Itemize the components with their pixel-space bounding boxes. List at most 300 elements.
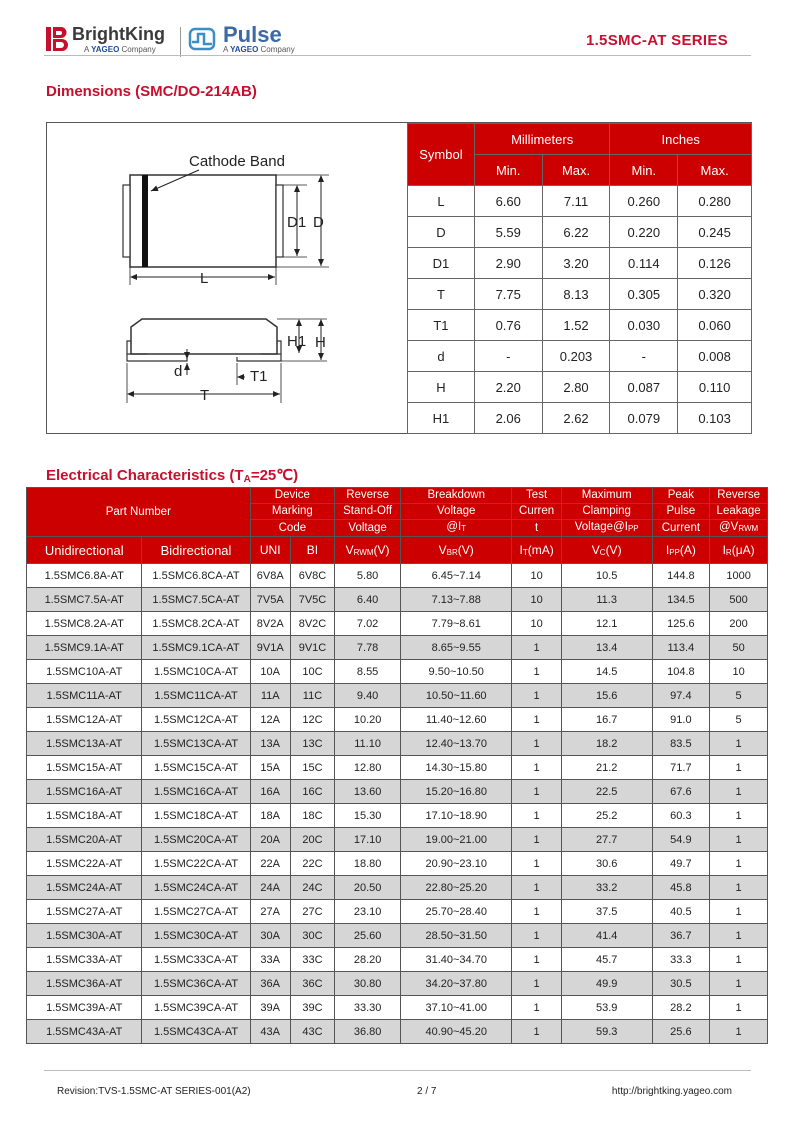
cathode-band <box>142 175 148 267</box>
table-cell: 1 <box>512 1020 561 1044</box>
table-cell: 1.5SMC18A-AT <box>27 804 142 828</box>
table-cell: 1.5SMC27A-AT <box>27 900 142 924</box>
table-cell: 1.5SMC7.5CA-AT <box>142 588 250 612</box>
table-cell: 1.52 <box>542 310 610 341</box>
table-cell: 1.5SMC20CA-AT <box>142 828 250 852</box>
table-cell: 27C <box>290 900 334 924</box>
table-cell: 12.80 <box>335 756 401 780</box>
table-cell: 1 <box>512 684 561 708</box>
table-cell: 13.60 <box>335 780 401 804</box>
table-cell: 83.5 <box>652 732 710 756</box>
table-cell: 12C <box>290 708 334 732</box>
table-cell: 49.7 <box>652 852 710 876</box>
table-cell: 1.5SMC9.1CA-AT <box>142 636 250 660</box>
table-cell: 36A <box>250 972 290 996</box>
table-cell: 22A <box>250 852 290 876</box>
table-cell: 20.50 <box>335 876 401 900</box>
table-cell: 104.8 <box>652 660 710 684</box>
d1-label: D1 <box>287 214 307 231</box>
table-cell: 43C <box>290 1020 334 1044</box>
symbol-header: Symbol <box>408 124 475 186</box>
table-cell: 1 <box>710 780 768 804</box>
table-cell: 10.20 <box>335 708 401 732</box>
table-cell: 1.5SMC13A-AT <box>27 732 142 756</box>
table-row <box>27 948 768 972</box>
table-cell: 7.11 <box>542 186 610 217</box>
right-lead <box>276 185 283 257</box>
package-side-outline <box>131 319 277 354</box>
in-min-header: Min. <box>610 155 678 186</box>
table-cell: 12.40~13.70 <box>401 732 512 756</box>
table-cell: 144.8 <box>652 564 710 588</box>
table-cell: 1 <box>512 900 561 924</box>
table-row <box>27 972 768 996</box>
leakage-header-3: $@V_{RWM}$ <box>710 520 768 537</box>
table-cell: 15.30 <box>335 804 401 828</box>
table-cell: 19.00~21.00 <box>401 828 512 852</box>
test-header-1: Test <box>512 488 561 504</box>
table-row <box>408 310 752 341</box>
table-cell: 16A <box>250 780 290 804</box>
table-cell: 1.5SMC43CA-AT <box>142 1020 250 1044</box>
table-cell: 11A <box>250 684 290 708</box>
table-cell: 1 <box>710 900 768 924</box>
table-row <box>27 828 768 852</box>
in-max-header: Max. <box>678 155 752 186</box>
table-cell: 11.3 <box>561 588 652 612</box>
ipp-header: $I_{PP}(A)$ <box>652 537 710 564</box>
footer-divider <box>44 1070 751 1071</box>
table-cell: 7V5A <box>250 588 290 612</box>
table-cell: 27A <box>250 900 290 924</box>
table-cell: 1 <box>710 948 768 972</box>
table-row <box>408 248 752 279</box>
table-cell: T <box>408 279 475 310</box>
table-cell: 1 <box>512 852 561 876</box>
table-cell: d <box>408 341 475 372</box>
t1-label: T1 <box>250 368 268 385</box>
table-cell: 50 <box>710 636 768 660</box>
table-cell: 17.10~18.90 <box>401 804 512 828</box>
table-cell: 7.02 <box>335 612 401 636</box>
table-cell: 1 <box>512 780 561 804</box>
table-cell: 18C <box>290 804 334 828</box>
table-cell: 14.30~15.80 <box>401 756 512 780</box>
table-cell: 1.5SMC30A-AT <box>27 924 142 948</box>
table-cell: 0.260 <box>610 186 678 217</box>
table-cell: 0.280 <box>678 186 752 217</box>
uni-header: Unidirectional <box>27 537 142 564</box>
table-cell: 18.2 <box>561 732 652 756</box>
table-cell: 2.90 <box>474 248 542 279</box>
table-row <box>408 403 752 434</box>
table-cell: 9V1A <box>250 636 290 660</box>
table-cell: 6.22 <box>542 217 610 248</box>
table-cell: 1 <box>512 972 561 996</box>
table-cell: 1 <box>512 636 561 660</box>
table-row <box>27 996 768 1020</box>
table-cell: 1.5SMC15A-AT <box>27 756 142 780</box>
table-cell: 11.40~12.60 <box>401 708 512 732</box>
table-cell: 11.10 <box>335 732 401 756</box>
table-cell: 31.40~34.70 <box>401 948 512 972</box>
table-row <box>408 186 752 217</box>
table-cell: 1.5SMC22A-AT <box>27 852 142 876</box>
table-cell: 1 <box>512 756 561 780</box>
pulse-logo-icon <box>188 26 218 52</box>
table-row <box>27 732 768 756</box>
table-cell: 8.13 <box>542 279 610 310</box>
table-cell: 10 <box>512 564 561 588</box>
table-row <box>27 756 768 780</box>
table-cell: 54.9 <box>652 828 710 852</box>
pulse-name: Pulse <box>223 22 282 47</box>
table-cell: 500 <box>710 588 768 612</box>
table-cell: 12.1 <box>561 612 652 636</box>
table-cell: 0.203 <box>542 341 610 372</box>
table-cell: 7.78 <box>335 636 401 660</box>
table-cell: 0.087 <box>610 372 678 403</box>
table-cell: 1.5SMC36A-AT <box>27 972 142 996</box>
leakage-header-2: Leakage <box>710 504 768 520</box>
electrical-table <box>26 487 768 1044</box>
table-row <box>27 708 768 732</box>
table-cell: 1 <box>710 1020 768 1044</box>
table-cell: 53.9 <box>561 996 652 1020</box>
table-cell: 8V2C <box>290 612 334 636</box>
table-cell: 2.80 <box>542 372 610 403</box>
table-cell: 15.6 <box>561 684 652 708</box>
table-cell: 36C <box>290 972 334 996</box>
table-cell: 1 <box>512 996 561 1020</box>
table-cell: 1.5SMC7.5A-AT <box>27 588 142 612</box>
table-cell: 7.79~8.61 <box>401 612 512 636</box>
table-cell: 41.4 <box>561 924 652 948</box>
table-cell: 8.65~9.55 <box>401 636 512 660</box>
breakdown-header-3: $@I_T$ <box>401 520 512 537</box>
peak-header-3: Current <box>652 520 710 537</box>
table-cell: 30C <box>290 924 334 948</box>
table-cell: 22C <box>290 852 334 876</box>
table-cell: 9.40 <box>335 684 401 708</box>
code-bi-header: BI <box>290 537 334 564</box>
table-cell: 1000 <box>710 564 768 588</box>
footer-revision: Revision:TVS-1.5SMC-AT SERIES-001(A2) <box>57 1086 251 1097</box>
table-cell: 18A <box>250 804 290 828</box>
table-cell: 1.5SMC33A-AT <box>27 948 142 972</box>
table-cell: 0.220 <box>610 217 678 248</box>
table-cell: 5 <box>710 684 768 708</box>
clamping-header-2: Clamping <box>561 504 652 520</box>
table-cell: 15C <box>290 756 334 780</box>
table-cell: 9.50~10.50 <box>401 660 512 684</box>
table-cell: 16C <box>290 780 334 804</box>
reverse-header-3: Voltage <box>335 520 401 537</box>
table-cell: 1 <box>512 948 561 972</box>
table-cell: 30.5 <box>652 972 710 996</box>
table-cell: 0.126 <box>678 248 752 279</box>
table-cell: 1.5SMC36CA-AT <box>142 972 250 996</box>
package-top-outline <box>130 175 276 267</box>
table-row <box>27 564 768 588</box>
table-cell: 5.80 <box>335 564 401 588</box>
table-cell: 13A <box>250 732 290 756</box>
breakdown-header-1: Breakdown <box>401 488 512 504</box>
table-cell: 1.5SMC24A-AT <box>27 876 142 900</box>
table-cell: 28.20 <box>335 948 401 972</box>
table-cell: 1.5SMC11A-AT <box>27 684 142 708</box>
electrical-table-body <box>27 564 768 1044</box>
table-cell: 1.5SMC8.2CA-AT <box>142 612 250 636</box>
mm-header: Millimeters <box>474 124 610 155</box>
mm-max-header: Max. <box>542 155 610 186</box>
table-cell: H <box>408 372 475 403</box>
it-header: $I_T(mA)$ <box>512 537 561 564</box>
table-row <box>27 900 768 924</box>
table-cell: 59.3 <box>561 1020 652 1044</box>
table-cell: - <box>610 341 678 372</box>
clamping-header-3: $Voltage@I_{PP}$ <box>561 520 652 537</box>
table-row <box>27 876 768 900</box>
table-cell: 1.5SMC13CA-AT <box>142 732 250 756</box>
test-header-3: t <box>512 520 561 537</box>
table-cell: 6.60 <box>474 186 542 217</box>
table-cell: 25.6 <box>652 1020 710 1044</box>
dimensions-table-body <box>408 186 752 434</box>
table-cell: 2.62 <box>542 403 610 434</box>
table-cell: 1.5SMC6.8A-AT <box>27 564 142 588</box>
table-row <box>27 636 768 660</box>
vrwm-header: $V_{RWM}(V)$ <box>335 537 401 564</box>
table-cell: 1.5SMC16A-AT <box>27 780 142 804</box>
table-cell: 91.0 <box>652 708 710 732</box>
table-cell: 10.50~11.60 <box>401 684 512 708</box>
h1-label: H1 <box>287 333 307 350</box>
footer-url[interactable]: http://brightking.yageo.com <box>611 1086 732 1097</box>
table-cell: D <box>408 217 475 248</box>
brightking-name: BrightKing <box>72 24 165 44</box>
table-cell: 30A <box>250 924 290 948</box>
code-uni-header: UNI <box>250 537 290 564</box>
device-header-3: Code <box>250 520 335 537</box>
table-cell: 1.5SMC39CA-AT <box>142 996 250 1020</box>
pulse-sub: A YAGEO Company <box>223 45 295 54</box>
table-cell: 10 <box>710 660 768 684</box>
table-cell: 0.320 <box>678 279 752 310</box>
table-cell: 0.030 <box>610 310 678 341</box>
table-cell: 1 <box>512 804 561 828</box>
header-divider <box>44 55 751 56</box>
table-cell: 9V1C <box>290 636 334 660</box>
table-cell: 21.2 <box>561 756 652 780</box>
device-header-2: Marking <box>250 504 335 520</box>
test-header-2: Curren <box>512 504 561 520</box>
electrical-title: Electrical Characteristics $(T_A=25℃)$ <box>46 467 299 485</box>
t-label: T <box>200 387 210 404</box>
table-cell: 1.5SMC12CA-AT <box>142 708 250 732</box>
table-cell: 1 <box>512 876 561 900</box>
table-cell: 134.5 <box>652 588 710 612</box>
table-row <box>27 588 768 612</box>
table-cell: 1 <box>512 708 561 732</box>
table-cell: 33C <box>290 948 334 972</box>
table-cell: 37.10~41.00 <box>401 996 512 1020</box>
table-cell: 37.5 <box>561 900 652 924</box>
vbr-header: $V_{BR}(V)$ <box>401 537 512 564</box>
table-cell: 10.5 <box>561 564 652 588</box>
table-cell: 1.5SMC24CA-AT <box>142 876 250 900</box>
table-row <box>408 372 752 403</box>
table-cell: 28.50~31.50 <box>401 924 512 948</box>
table-cell: 2.06 <box>474 403 542 434</box>
table-cell: 13C <box>290 732 334 756</box>
table-row <box>27 924 768 948</box>
table-cell: 36.80 <box>335 1020 401 1044</box>
cathode-band-label: Cathode Band <box>189 153 285 170</box>
clamping-header-1: Maximum <box>561 488 652 504</box>
part-number-header: Part Number <box>27 488 251 537</box>
table-cell: 15A <box>250 756 290 780</box>
table-cell: 20.90~23.10 <box>401 852 512 876</box>
peak-header-1: Peak <box>652 488 710 504</box>
table-cell: 25.2 <box>561 804 652 828</box>
table-cell: 60.3 <box>652 804 710 828</box>
table-cell: 1.5SMC6.8CA-AT <box>142 564 250 588</box>
table-cell: 1 <box>512 660 561 684</box>
table-cell: 36.7 <box>652 924 710 948</box>
table-cell: 39C <box>290 996 334 1020</box>
table-cell: 39A <box>250 996 290 1020</box>
table-cell: 0.079 <box>610 403 678 434</box>
table-cell: 1.5SMC27CA-AT <box>142 900 250 924</box>
table-cell: - <box>474 341 542 372</box>
table-cell: 43A <box>250 1020 290 1044</box>
table-cell: 30.6 <box>561 852 652 876</box>
reverse-header-2: Stand-Off <box>335 504 401 520</box>
table-row <box>27 780 768 804</box>
table-cell: 11C <box>290 684 334 708</box>
table-row <box>408 341 752 372</box>
table-cell: 1 <box>710 852 768 876</box>
table-cell: 1.5SMC15CA-AT <box>142 756 250 780</box>
table-cell: 7.75 <box>474 279 542 310</box>
elec-subheader-row <box>27 537 768 564</box>
table-cell: 1 <box>512 924 561 948</box>
logo-divider <box>180 27 181 57</box>
table-cell: 1.5SMC43A-AT <box>27 1020 142 1044</box>
table-cell: 1 <box>710 828 768 852</box>
table-cell: 5 <box>710 708 768 732</box>
dimensions-title: Dimensions (SMC/DO-214AB) <box>46 83 257 100</box>
table-cell: 25.70~28.40 <box>401 900 512 924</box>
leakage-header-1: Reverse <box>710 488 768 504</box>
table-cell: 113.4 <box>652 636 710 660</box>
table-cell: 22.80~25.20 <box>401 876 512 900</box>
table-row <box>27 612 768 636</box>
table-cell: 15.20~16.80 <box>401 780 512 804</box>
brightking-sub: A YAGEO Company <box>84 45 156 54</box>
table-cell: 1.5SMC18CA-AT <box>142 804 250 828</box>
table-cell: 1.5SMC8.2A-AT <box>27 612 142 636</box>
table-cell: 1 <box>710 876 768 900</box>
table-cell: 0.76 <box>474 310 542 341</box>
table-cell: 28.2 <box>652 996 710 1020</box>
table-cell: 13.4 <box>561 636 652 660</box>
table-cell: 1.5SMC12A-AT <box>27 708 142 732</box>
table-cell: 0.114 <box>610 248 678 279</box>
footer-page-number: 2 / 7 <box>417 1086 437 1097</box>
table-cell: 34.20~37.80 <box>401 972 512 996</box>
peak-header-2: Pulse <box>652 504 710 520</box>
table-cell: 10C <box>290 660 334 684</box>
table-cell: 1.5SMC10CA-AT <box>142 660 250 684</box>
table-cell: 12A <box>250 708 290 732</box>
table-cell: 67.6 <box>652 780 710 804</box>
table-cell: 1 <box>710 924 768 948</box>
package-drawing <box>47 123 407 433</box>
table-cell: 5.59 <box>474 217 542 248</box>
table-cell: 8V2A <box>250 612 290 636</box>
table-cell: 33.3 <box>652 948 710 972</box>
table-cell: 1.5SMC20A-AT <box>27 828 142 852</box>
table-cell: 200 <box>710 612 768 636</box>
table-cell: 40.5 <box>652 900 710 924</box>
elec-header-row-1 <box>27 488 768 504</box>
table-cell: 14.5 <box>561 660 652 684</box>
table-cell: 18.80 <box>335 852 401 876</box>
l-label: L <box>200 270 209 287</box>
table-cell: 1 <box>512 732 561 756</box>
vc-header: $V_C(V)$ <box>561 537 652 564</box>
table-cell: 17.10 <box>335 828 401 852</box>
table-cell: D1 <box>408 248 475 279</box>
table-cell: 0.305 <box>610 279 678 310</box>
table-cell: 33.30 <box>335 996 401 1020</box>
table-cell: 0.110 <box>678 372 752 403</box>
table-cell: 33A <box>250 948 290 972</box>
dimensions-header-row <box>408 124 752 155</box>
table-cell: 1 <box>512 828 561 852</box>
table-row <box>27 660 768 684</box>
mm-min-header: Min. <box>474 155 542 186</box>
table-row <box>27 1020 768 1044</box>
table-cell: 33.2 <box>561 876 652 900</box>
brightking-logo-icon <box>46 26 68 52</box>
table-cell: 6V8C <box>290 564 334 588</box>
table-cell: 45.8 <box>652 876 710 900</box>
table-cell: 1.5SMC39A-AT <box>27 996 142 1020</box>
table-cell: 1.5SMC11CA-AT <box>142 684 250 708</box>
table-cell: 40.90~45.20 <box>401 1020 512 1044</box>
table-cell: 6.40 <box>335 588 401 612</box>
table-cell: 125.6 <box>652 612 710 636</box>
bi-header: Bidirectional <box>142 537 250 564</box>
table-cell: 1 <box>710 972 768 996</box>
table-cell: 2.20 <box>474 372 542 403</box>
table-cell: 3.20 <box>542 248 610 279</box>
d-small-label: d <box>174 363 183 380</box>
table-cell: 10 <box>512 588 561 612</box>
dimensions-table <box>407 123 752 434</box>
table-cell: 6V8A <box>250 564 290 588</box>
table-cell: 8.55 <box>335 660 401 684</box>
table-cell: 1 <box>710 804 768 828</box>
table-cell: 25.60 <box>335 924 401 948</box>
table-cell: 27.7 <box>561 828 652 852</box>
table-cell: 16.7 <box>561 708 652 732</box>
table-cell: 24A <box>250 876 290 900</box>
table-cell: 1.5SMC30CA-AT <box>142 924 250 948</box>
